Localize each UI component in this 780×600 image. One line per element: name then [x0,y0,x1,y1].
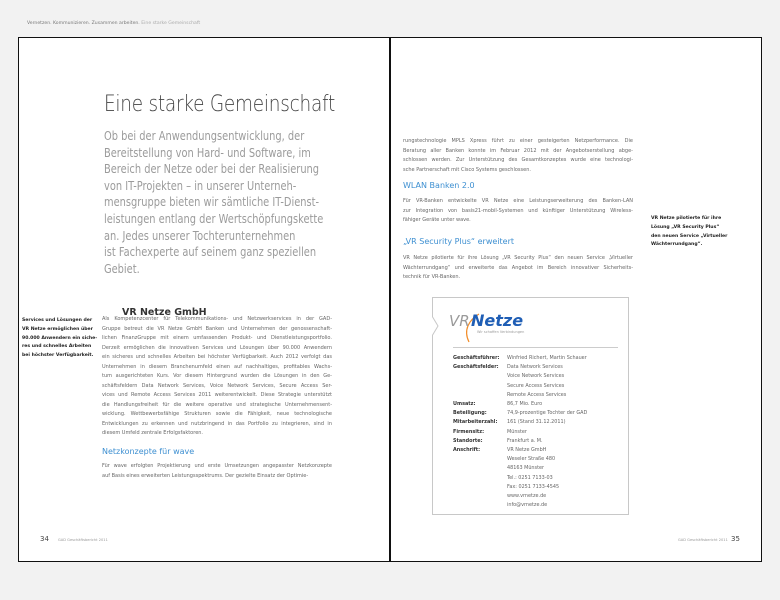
body-paragraph-wave [102,462,332,481]
body-line: vices und Remote Access Services 2011 weiterentwickelt. Diese Strategie unterstützt [102,392,332,398]
body-paragraph-wlan [403,197,633,226]
logo-netze: Netze [471,311,524,330]
sidenote-line: 90.000 Anwendern ein siche- [22,335,98,341]
sidenote-line: res und schnelles Arbeiten [22,344,92,350]
fact-value: 86,7 Mio. Euro [507,401,543,408]
body-line: ein sicheres und schnelles Arbeiten bei höchster Verfügbarkeit. Auch 2012 verfolgt das [102,354,332,360]
sidenote-left [22,317,97,361]
fact-value: Weseler Straße 480 [507,456,556,463]
body-line: tum ausgerichteten Kurs. Vor diesem Hintergrund wurden die Lösungen in den Ge- [102,373,332,379]
body-line: technik für VR-Banken. [403,274,461,280]
fact-value: Data Network Services [507,364,563,371]
body-line: Für wave erfolgten Projektierung und erste Umsetzungen angepasster Netzkonzepte [102,463,332,469]
fact-values [507,446,559,510]
sidenote-line: den neuen Service „Virtueller [651,233,728,239]
fact-row [453,437,587,446]
logo-vr: VR [449,312,470,330]
intro-line: ist Fachexperte auf seinem ganz speziellen [104,245,317,260]
body-paragraph-continued [403,137,633,175]
intro-line: Gebiet. [104,261,140,276]
fact-value: www.vrnetze.de [507,493,547,500]
intro-line: leistungen entlang der Wertschöpfungskette [104,211,324,226]
body-paragraph-vr-netze [102,315,332,439]
page-number-left: 34 [40,535,49,543]
fact-value: Voice Network Services [507,373,565,380]
intro-paragraph [104,128,347,277]
page-number-right: 35 [731,535,740,543]
subhead-wlan: WLAN Banken 2.0 [403,181,475,190]
page-spine [389,37,391,562]
fact-row [453,409,587,418]
fact-values [507,363,566,400]
fact-row [453,363,587,400]
fact-row [453,428,587,437]
fact-label: Standorte: [453,437,483,444]
sidenote-line: bei höchster Verfügbarkeit. [22,353,94,359]
running-head-current: Eine starke Gemeinschaft [141,21,201,26]
sidenote-line: Wächterrundgang“. [651,242,703,248]
fact-value: 48163 Münster [507,465,545,472]
footer-right: GAD Geschäftsbericht 2011 [678,538,728,542]
intro-line: Ob bei der Anwendungsentwicklung, der [104,129,305,143]
body-line: Derzeit ermöglichen die innovativen Services und Lösungen über 90.000 Anwendern [102,344,332,351]
fact-row [453,354,587,363]
fact-label: Beteiligung: [453,410,487,417]
body-line: Entwicklungen zu erkennen und nutzbringend in das Portfolio zu integrieren, sind in [102,420,332,427]
sidenote-line: Services und Lösungen der [22,318,93,323]
fact-list [453,354,587,510]
fact-values [507,437,543,446]
sidenote-line: Lösung „VR Security Plus“ [651,224,720,230]
fact-value: Secure Access Services [507,382,565,389]
intro-line: mensgruppe bieten wir sämtliche IT-Dienst- [104,195,320,210]
body-line: auf Basis eines erweiterten Leistungsspektrums. Der gezielte Einsatz der Optimie- [102,472,309,479]
fact-label: Umsatz: [453,401,476,408]
sidenote-line: VR Netze ermöglichen über [22,326,93,332]
body-line: schlossen werden. Zur Unterstützung des Gesamtkonzeptes wurde eine technologi- [403,157,633,163]
body-line: rungstechnologie MPLS Xpress führt zu einer gesteigerten Netzperformance. Die [403,138,633,144]
fact-values [507,400,542,409]
body-line: die Handlungsfreiheit für die weitere operative und strategische Unternehmensent- [102,401,332,408]
fact-value: VR Netze GmbH [507,447,547,454]
fact-label: Geschäftsführer: [453,355,500,361]
section-title: VR Netze GmbH [122,307,207,318]
logo-tagline: Wir schaffen Verbindungen [477,330,525,334]
body-paragraph-security [403,254,633,283]
fact-value: Winfried Richert, Martin Schauer [507,355,587,361]
fact-value: 74,9-prozentige Tochter der GAD [507,410,588,417]
factbox-divider [453,347,618,348]
body-line: Als Kompetenzcenter für Telekommunikations- und Netzwerkservices in der GAD- [102,316,332,322]
fact-row [453,418,587,427]
body-line: Beratung aller Banken konnte im Februar 2012 mit der Angebotserstellung abge- [403,147,633,154]
body-line: lichen FinanzGruppe mit einem umfassenden Produkt- und Dienstleistungsportfolio. [102,335,332,341]
body-line: Wächterrundgang“ und erweiterte das Angebot im Bereich innovativer Sicherheits- [403,264,633,271]
fact-value: Münster [507,428,527,435]
intro-line: an. Jedes unserer Tochterunternehmen [104,228,296,243]
fact-values [507,418,566,427]
fact-value: Remote Access Services [507,391,567,398]
intro-line: Bereich der Netze oder bei der Realisierung [104,162,320,177]
fact-value: info@vrnetze.de [507,502,548,509]
fact-value: Tel.: 0251 7133-03 [507,474,553,481]
body-line: fähiger Geräte unter wave. [403,217,471,223]
body-line: zur Integration von basis21-mobil-Systemen und künftiger Unterstützung Wireless- [403,207,633,214]
intro-line: von IT-Projekten – in unserer Unterneh- [104,178,297,193]
intro-line: Bereitstellung von Hard- und Software, im [104,145,311,160]
body-line: Für VR-Banken entwickelte VR Netze eine Leistungserweiterung des Banken-LAN [403,198,633,204]
sidenote-right [651,215,727,250]
footer-left: GAD Geschäftsbericht 2011 [58,538,108,542]
fact-label: Firmensitz: [453,428,485,435]
fact-value: 161 (Stand 31.12.2011) [507,419,566,426]
body-line: sche Partnerschaft mit Cisco Systems geschlossen. [403,166,531,173]
fact-label: Geschäftsfelder: [453,364,499,371]
sidenote-line: VR Netze pilotierte für ihre [651,216,722,221]
fact-row [453,446,587,510]
notch-arrow-icon [432,316,440,336]
running-head [27,21,200,26]
page-headline: Eine starke Gemeinschaft [104,92,335,117]
fact-row [453,400,587,409]
fact-value: Fax: 0251 7133-4545 [507,483,560,490]
fact-values [507,409,587,418]
body-line: Unternehmen in diesem Branchenumfeld einen auf nachhaltiges, profitables Wachs- [102,363,332,370]
body-line: VR Netze pilotierte für ihre Lösung „VR Security Plus“ den neuen Service „Virtueller [403,255,633,261]
fact-values [507,428,527,437]
body-line: Gruppe betreut die VR Netze GmbH Banken und Unternehmen der genossenschaft- [102,325,332,332]
subhead-security: „VR Security Plus“ erweitert [403,237,514,246]
subhead-wave: Netzkonzepte für wave [102,447,195,456]
fact-label: Mitarbeiterzahl: [453,419,498,426]
body-line: diesem Umfeld zentrale Erfolgsfaktoren. [102,430,204,436]
running-head-text: Vernetzen. Kommunizieren. Zusammen arbeiten. [27,21,140,26]
company-factbox [432,297,629,515]
fact-values [507,354,587,363]
fact-label: Anschrift: [453,447,481,454]
fact-value: Frankfurt a. M. [507,437,543,444]
body-line: schäftsfeldern Data Network Services, Voice Network Services, Secure Access Ser- [102,382,332,389]
vr-netze-logo [449,312,549,342]
body-line: wicklung. Wettbewerbsfähige Strukturen sowie die Fähigkeit, neue technologische [102,411,332,417]
